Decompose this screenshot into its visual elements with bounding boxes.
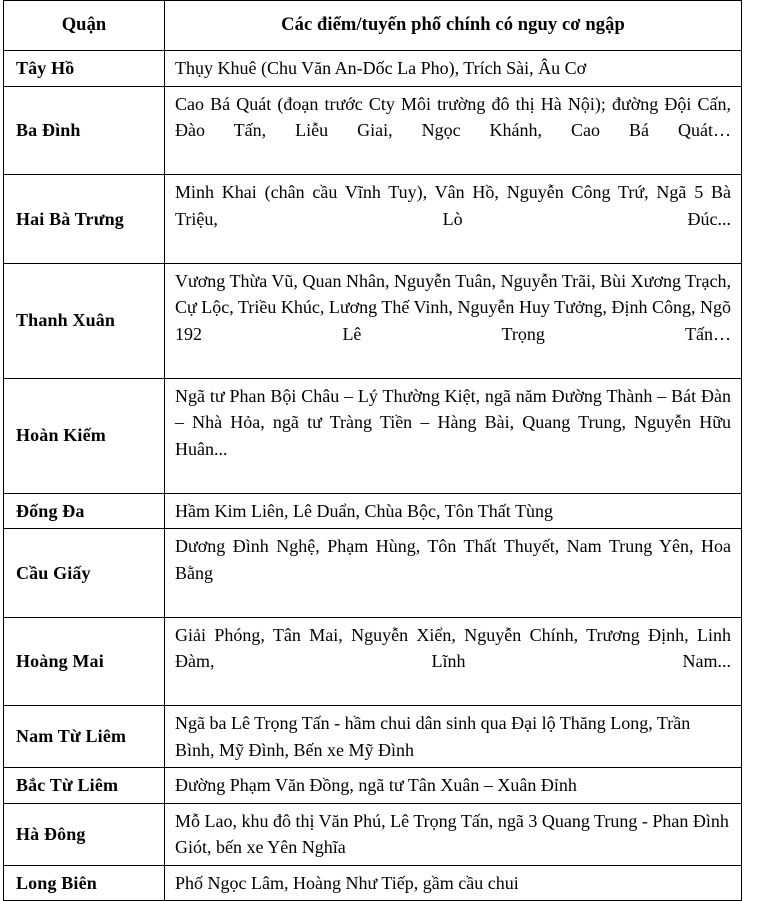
table-row	[4, 175, 742, 264]
column-header-district-label: Quận	[61, 14, 107, 35]
streets-cell	[165, 51, 742, 87]
streets-list: Cao Bá Quát (đoạn trước Cty Môi trường đô thị Hà Nội); đường Đội Cấn, Đào Tấn, Liễu Giai, Ngọc Khánh, Cao Bá Quát…	[175, 93, 731, 140]
table-header-row	[4, 1, 742, 51]
streets-cell	[165, 175, 742, 264]
streets-list: Vương Thừa Vũ, Quan Nhân, Nguyễn Tuân, Nguyễn Trãi, Bùi Xương Trạch, Cự Lộc, Triều Khúc, Lương Thế Vinh, Nguyễn Huy Tưởng, Định Công, Ngõ 192 Lê Trọng Tấn…	[175, 270, 731, 344]
streets-list: Thụy Khuê (Chu Văn An-Dốc La Pho), Trích Sài, Âu Cơ	[175, 58, 587, 78]
district-name: Cầu Giấy	[16, 562, 91, 583]
streets-list: Ngã tư Phan Bội Châu – Lý Thường Kiệt, ngã năm Đường Thành – Bát Đàn – Nhà Hỏa, ngã tư Tràng Tiền – Hàng Bài, Quang Trung, Nguyễn Hữu Huân...	[175, 385, 731, 459]
district-name: Bắc Từ Liêm	[16, 775, 119, 795]
streets-cell	[165, 378, 742, 493]
district-name: Tây Hồ	[16, 58, 75, 78]
table-row	[4, 263, 742, 378]
streets-list: Mỗ Lao, khu đô thị Văn Phú, Lê Trọng Tấn, ngã 3 Quang Trung - Phan Đình Giót, bến xe Yên Nghĩa	[175, 810, 729, 857]
flood-risk-table-container	[3, 0, 741, 901]
table-row	[4, 378, 742, 493]
district-cell	[4, 768, 165, 804]
streets-cell	[165, 263, 742, 378]
district-cell	[4, 51, 165, 87]
district-name: Hà Đông	[16, 823, 86, 844]
table-row	[4, 493, 742, 529]
table-header	[4, 1, 742, 51]
district-cell	[4, 803, 165, 865]
table-row	[4, 803, 742, 865]
streets-cell	[165, 529, 742, 618]
streets-cell	[165, 768, 742, 804]
streets-cell	[165, 86, 742, 175]
streets-list: Dương Đình Nghệ, Phạm Hùng, Tôn Thất Thuyết, Nam Trung Yên, Hoa Bằng	[175, 536, 731, 583]
district-name: Long Biên	[16, 872, 97, 893]
table-row	[4, 706, 742, 768]
district-name: Hoàn Kiếm	[16, 425, 106, 446]
district-name: Thanh Xuân	[16, 310, 116, 331]
table-row	[4, 529, 742, 618]
district-cell	[4, 529, 165, 618]
table-row	[4, 865, 742, 901]
streets-list: Ngã ba Lê Trọng Tấn - hầm chui dân sinh qua Đại lộ Thăng Long, Trần Bình, Mỹ Đình, Bến xe Mỹ Đình	[175, 713, 691, 760]
district-cell	[4, 263, 165, 378]
district-cell	[4, 617, 165, 706]
column-header-district	[4, 1, 165, 51]
streets-list: Hầm Kim Liên, Lê Duẩn, Chùa Bộc, Tôn Thất Tùng	[175, 500, 553, 521]
streets-cell	[165, 865, 742, 901]
streets-cell	[165, 493, 742, 529]
table-row	[4, 86, 742, 175]
district-name: Ba Đình	[16, 120, 81, 140]
streets-list: Minh Khai (chân cầu Vĩnh Tuy), Vân Hồ, Nguyễn Công Trứ, Ngã 5 Bà Triệu, Lò Đúc...	[175, 182, 731, 229]
district-cell	[4, 865, 165, 901]
table-row	[4, 617, 742, 706]
district-name: Đống Đa	[16, 500, 85, 521]
streets-list: Giải Phóng, Tân Mai, Nguyễn Xiển, Nguyễn Chính, Trương Định, Linh Đàm, Lĩnh Nam...	[175, 624, 731, 671]
flood-risk-table	[3, 0, 742, 901]
district-cell	[4, 175, 165, 264]
district-name: Hai Bà Trưng	[16, 208, 124, 229]
streets-cell	[165, 803, 742, 865]
district-name: Nam Từ Liêm	[16, 726, 127, 747]
streets-list: Đường Phạm Văn Đồng, ngã tư Tân Xuân – Xuân Đỉnh	[175, 775, 577, 795]
table-row	[4, 768, 742, 804]
district-cell	[4, 378, 165, 493]
column-header-streets	[165, 1, 742, 51]
district-cell	[4, 86, 165, 175]
table-row	[4, 51, 742, 87]
streets-list: Phố Ngọc Lâm, Hoàng Như Tiếp, gầm cầu chui	[175, 872, 519, 893]
streets-cell	[165, 617, 742, 706]
district-cell	[4, 493, 165, 529]
district-cell	[4, 706, 165, 768]
column-header-streets-label: Các điểm/tuyến phố chính có nguy cơ ngập	[281, 14, 625, 35]
table-body	[4, 51, 742, 901]
streets-cell	[165, 706, 742, 768]
district-name: Hoàng Mai	[16, 651, 104, 671]
